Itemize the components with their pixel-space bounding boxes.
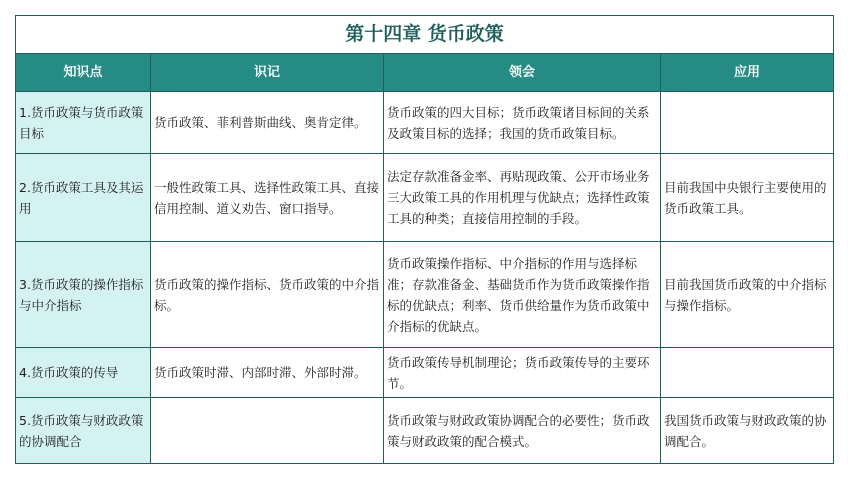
apply-cell: 目前我国中央银行主要使用的货币政策工具。 [661,154,834,242]
header-memorize: 识记 [151,54,384,92]
knowledge-point-cell: 1.货币政策与货币政策目标 [16,92,151,154]
apply-cell [661,92,834,154]
header-apply: 应用 [661,54,834,92]
understand-cell: 货币政策传导机制理论；货币政策传导的主要环节。 [384,348,661,398]
apply-cell [661,348,834,398]
understand-cell: 货币政策的四大目标；货币政策诸目标间的关系及政策目标的选择；我国的货币政策目标。 [384,92,661,154]
header-row [16,54,834,92]
memorize-cell [151,398,384,464]
memorize-cell: 一般性政策工具、选择性政策工具、直接信用控制、道义劝告、窗口指导。 [151,154,384,242]
memorize-cell: 货币政策、菲利普斯曲线、奥肯定律。 [151,92,384,154]
apply-cell: 目前我国货币政策的中介指标与操作指标。 [661,242,834,348]
knowledge-point-cell: 5.货币政策与财政政策的协调配合 [16,398,151,464]
understand-cell: 货币政策与财政政策协调配合的必要性；货币政策与财政政策的配合模式。 [384,398,661,464]
table-row [16,242,834,348]
table-row [16,154,834,242]
table-row [16,92,834,154]
understand-cell: 货币政策操作指标、中介指标的作用与选择标准；存款准备金、基础货币作为货币政策操作指标的优缺点；利率、货币供给量作为货币政策中介指标的优缺点。 [384,242,661,348]
table-row [16,348,834,398]
table-row [16,398,834,464]
header-knowledge-point: 知识点 [16,54,151,92]
memorize-cell: 货币政策时滞、内部时滞、外部时滞。 [151,348,384,398]
knowledge-point-cell: 4.货币政策的传导 [16,348,151,398]
apply-cell: 我国货币政策与财政政策的协调配合。 [661,398,834,464]
chapter-syllabus-table [15,15,834,464]
memorize-cell: 货币政策的操作指标、货币政策的中介指标。 [151,242,384,348]
header-understand: 领会 [384,54,661,92]
knowledge-point-cell: 3.货币政策的操作指标与中介指标 [16,242,151,348]
knowledge-point-cell: 2.货币政策工具及其运用 [16,154,151,242]
understand-cell: 法定存款准备金率、再贴现政策、公开市场业务三大政策工具的作用机理与优缺点；选择性政策工具的种类；直接信用控制的手段。 [384,154,661,242]
table-title: 第十四章 货币政策 [16,16,834,54]
title-row [16,16,834,54]
